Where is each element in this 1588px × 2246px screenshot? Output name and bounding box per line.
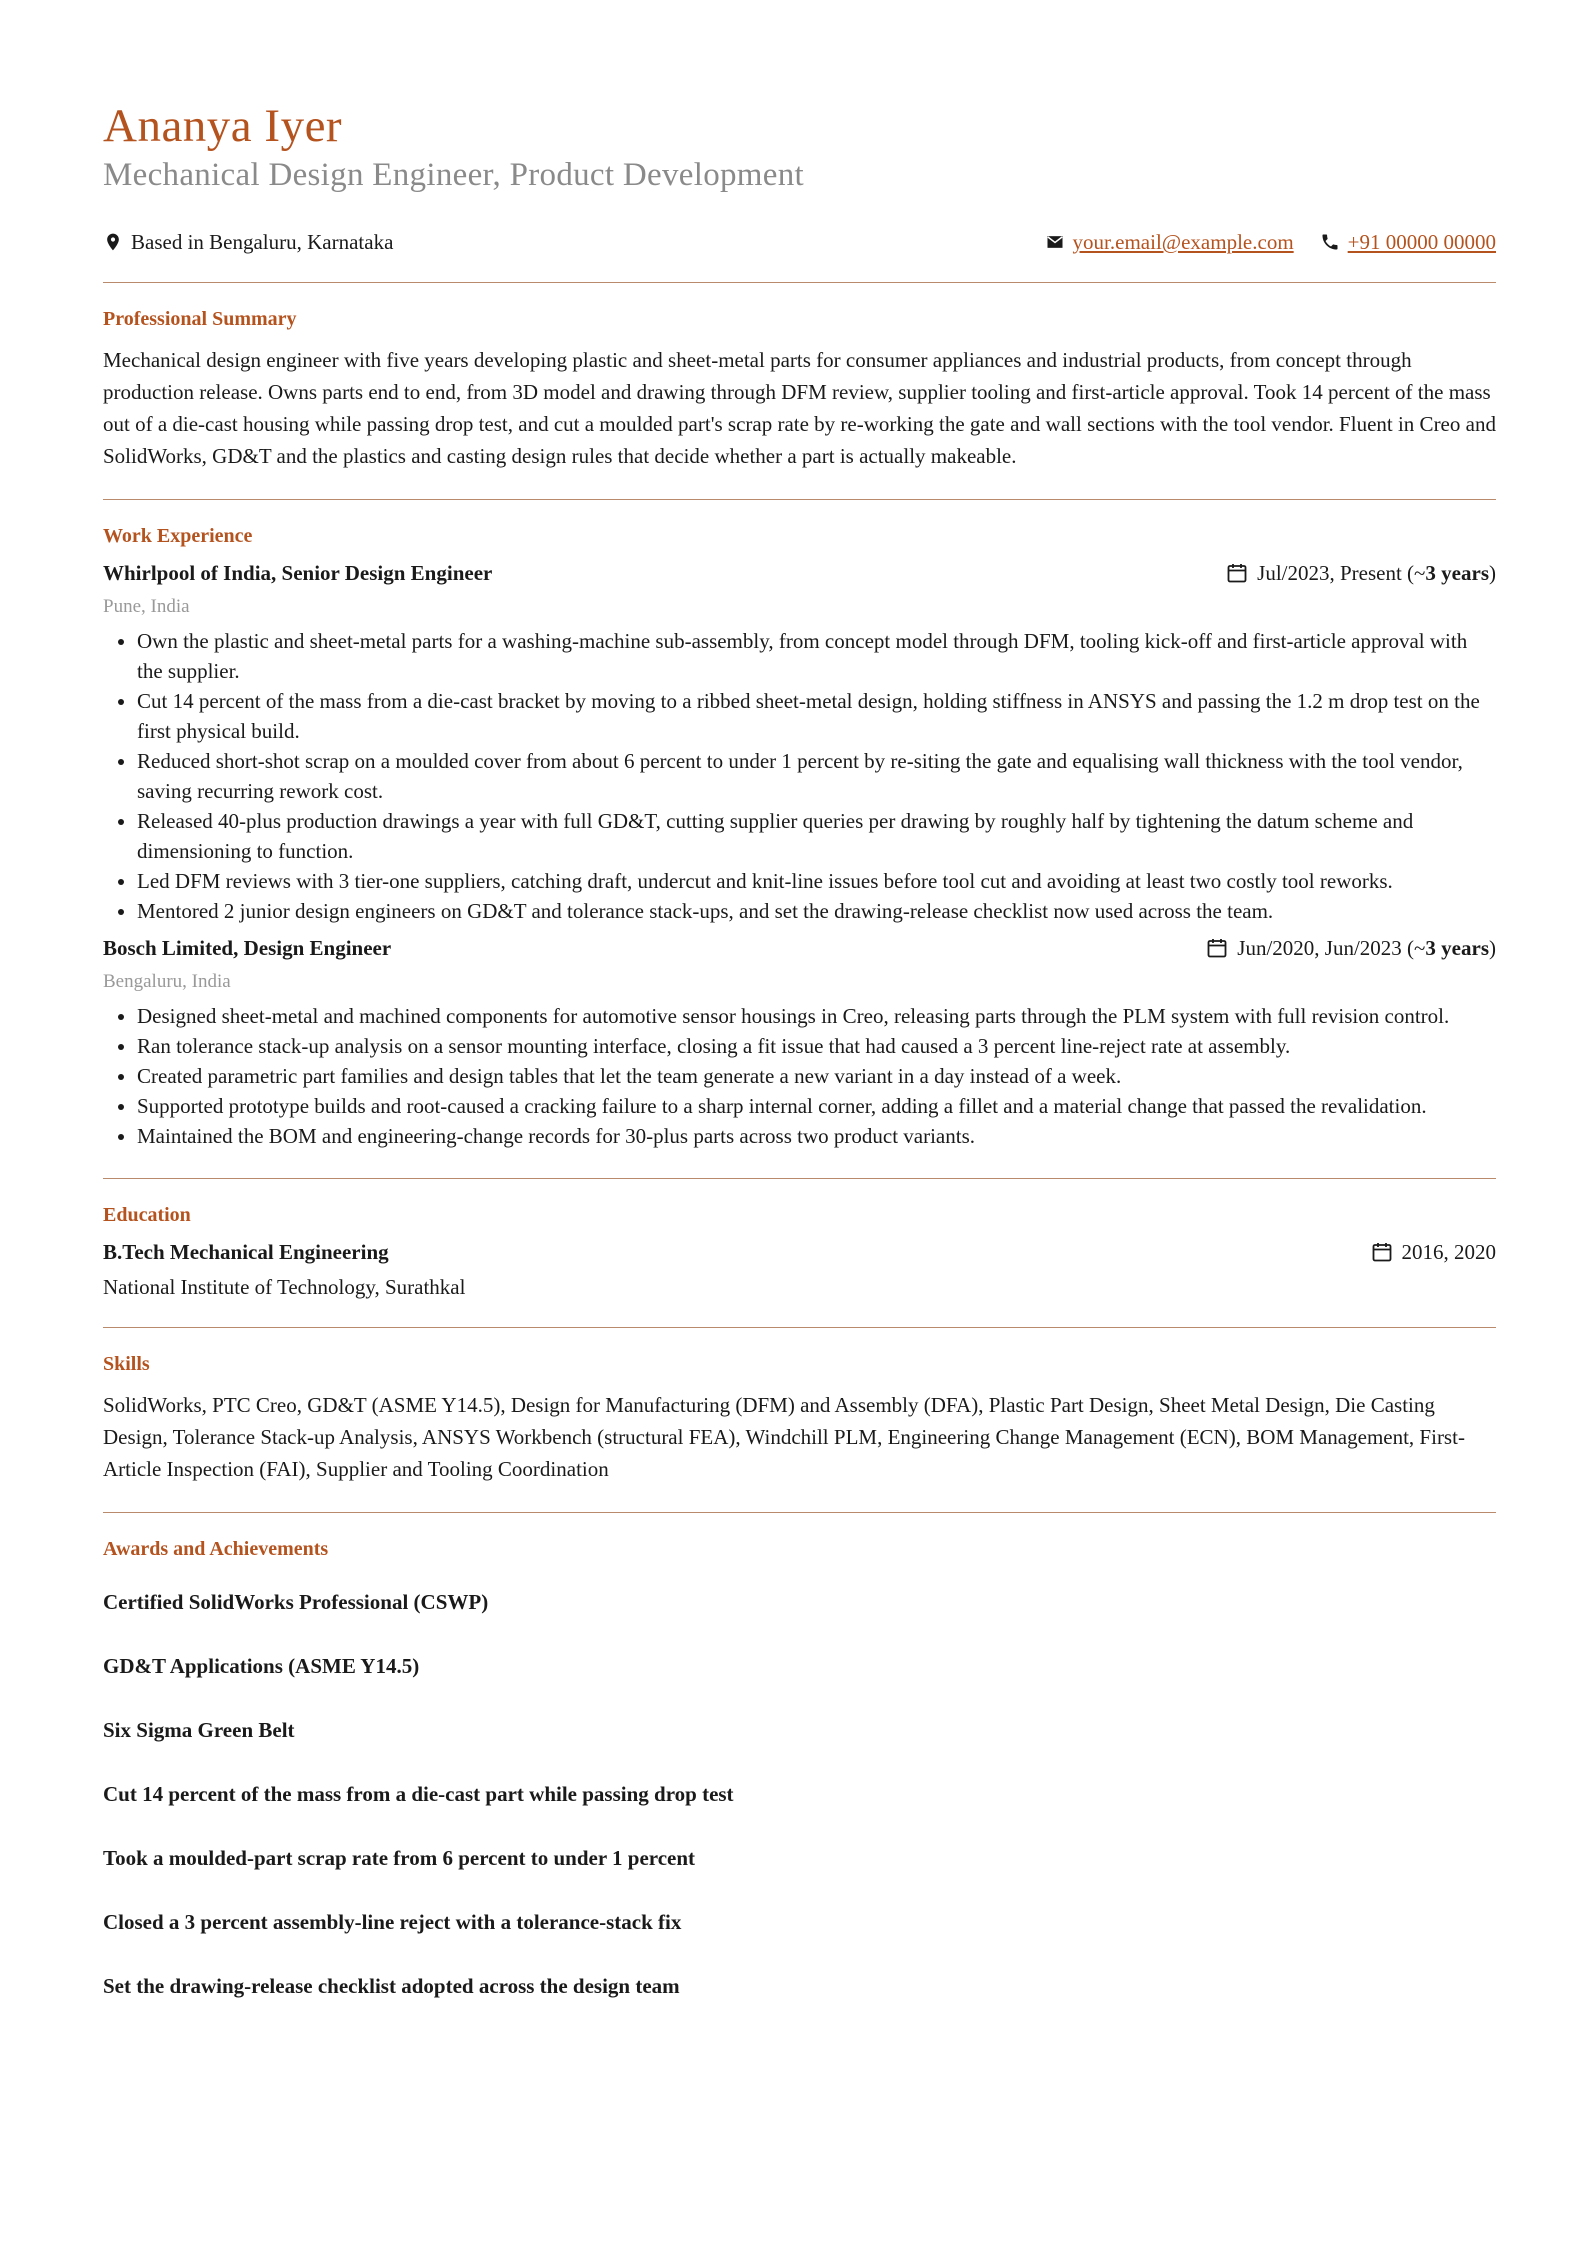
- company-name: Bosch Limited: [103, 935, 234, 960]
- job-location: Bengaluru, India: [103, 970, 231, 992]
- company-name: Whirlpool of India: [103, 560, 272, 585]
- phone-item: [1320, 230, 1496, 255]
- award-item: Took a moulded-part scrap rate from 6 percent to under 1 percent: [103, 1845, 696, 1870]
- email-link[interactable]: your.email@example.com: [1072, 229, 1294, 254]
- mail-icon: [1045, 232, 1065, 252]
- summary-section: [103, 283, 1496, 472]
- job-entry: [103, 561, 1496, 926]
- calendar-icon: [1370, 1240, 1394, 1264]
- job-bullets: [103, 1001, 1496, 1151]
- job-title: Whirlpool of India, Senior Design Engineer: [103, 560, 493, 585]
- experience-heading: Work Experience: [103, 524, 253, 547]
- contact-left: [103, 230, 393, 255]
- award-item: GD&T Applications (ASME Y14.5): [103, 1653, 420, 1678]
- awards-list: [103, 1587, 1496, 2001]
- bullet-item: • Supported prototype builds and root-caused a cracking failure to a sharp internal corner, adding a fillet and a material change that passed the revalidation.: [137, 1091, 1496, 1121]
- job-dates: [1205, 936, 1496, 961]
- job-dates: [1225, 561, 1496, 586]
- duration: 3 years: [1425, 560, 1489, 585]
- award-item: Closed a 3 percent assembly-line reject with a tolerance-stack fix: [103, 1909, 682, 1934]
- job-bullets: [103, 626, 1496, 926]
- location-text: Based in Bengaluru, Karnataka: [131, 229, 394, 254]
- candidate-headline: Mechanical Design Engineer, Product Development: [103, 157, 804, 194]
- award-item: Six Sigma Green Belt: [103, 1717, 295, 1742]
- education-dates: 2016, 2020: [1401, 1239, 1496, 1264]
- award-item: Set the drawing-release checklist adopted across the design team: [103, 1973, 680, 1998]
- awards-section: [103, 1513, 1496, 2001]
- bullet-item: • Own the plastic and sheet-metal parts for a washing-machine sub-assembly, from concept model through DFM, tooling kick-off and first-article approval with the supplier.: [137, 626, 1496, 686]
- skills-section: [103, 1328, 1496, 1485]
- location-pin-icon: [103, 232, 123, 252]
- bullet-item: • Created parametric part families and design tables that let the team generate a new variant in a day instead of a week.: [137, 1061, 1496, 1091]
- education-header: [103, 1240, 1496, 1265]
- job-location: Pune, India: [103, 595, 190, 617]
- dates-prefix: Jul/2023, Present (~: [1257, 560, 1426, 585]
- email-item: [1045, 230, 1294, 255]
- calendar-icon: [1205, 936, 1229, 960]
- summary-text: Mechanical design engineer with five years developing plastic and sheet-metal parts for consumer appliances and industrial products, from concept through production release. Owns parts end to end, from 3D model and drawing through DFM review, supplier tooling and first-article approval. Took 14 percent of the mass out of a die-cast housing while passing drop test, and cut a moulded part's scrap rate by re-working the gate and wall sections with the tool vendor. Fluent in Creo and SolidWorks, GD&T and the plastics and casting design rules that decide whether a part is actually makeable.: [103, 347, 1496, 468]
- dates-prefix: Jun/2020, Jun/2023 (~: [1237, 935, 1426, 960]
- degree-title: B.Tech Mechanical Engineering: [103, 1239, 389, 1264]
- contact-right: [1045, 230, 1496, 255]
- job-title: Bosch Limited, Design Engineer: [103, 935, 392, 960]
- bullet-item: • Mentored 2 junior design engineers on GD&T and tolerance stack-ups, and set the drawing-release checklist now used across the team.: [137, 896, 1496, 926]
- bullet-item: • Released 40-plus production drawings a year with full GD&T, cutting supplier queries per drawing by roughly half by tightening the datum scheme and dimensioning to function.: [137, 806, 1496, 866]
- bullet-item: • Maintained the BOM and engineering-change records for 30-plus parts across two product variants.: [137, 1121, 1496, 1151]
- candidate-name: Ananya Iyer: [103, 100, 343, 152]
- contact-bar: [103, 230, 1496, 255]
- dates-suffix: ): [1489, 560, 1496, 585]
- phone-link[interactable]: +91 00000 00000: [1347, 229, 1496, 254]
- bullet-item: • Led DFM reviews with 3 tier-one suppliers, catching draft, undercut and knit-line issues before tool cut and avoiding at least two costly tool reworks.: [137, 866, 1496, 896]
- location-item: [103, 230, 393, 255]
- education-section: [103, 1179, 1496, 1300]
- job-role: Senior Design Engineer: [281, 560, 493, 585]
- job-entry: [103, 936, 1496, 1151]
- education-dates-wrap: [1370, 1240, 1497, 1265]
- job-role: Design Engineer: [243, 935, 392, 960]
- job-header: [103, 936, 1496, 961]
- award-item: Cut 14 percent of the mass from a die-cast part while passing drop test: [103, 1781, 734, 1806]
- duration: 3 years: [1425, 935, 1489, 960]
- dates-suffix: ): [1489, 935, 1496, 960]
- skills-text: SolidWorks, PTC Creo, GD&T (ASME Y14.5), Design for Manufacturing (DFM) and Assembly (DFA), Plastic Part Design, Sheet Metal Design, Die Casting Design, Tolerance Stack-up Analysis, ANSYS Workbench (structural FEA), Windchill PLM, Engineering Change Management (ECN), BOM Management, First-Article Inspection (FAI), Supplier and Tooling Coordination: [103, 1392, 1465, 1481]
- calendar-icon: [1225, 561, 1249, 585]
- experience-section: [103, 500, 1496, 1151]
- phone-icon: [1320, 232, 1340, 252]
- bullet-item: • Cut 14 percent of the mass from a die-cast bracket by moving to a ribbed sheet-metal design, holding stiffness in ANSYS and passing the 1.2 m drop test on the first physical build.: [137, 686, 1496, 746]
- education-heading: Education: [103, 1203, 191, 1226]
- bullet-item: • Reduced short-shot scrap on a moulded cover from about 6 percent to under 1 percent by re-siting the gate and equalising wall thickness with the tool vendor, saving recurring rework cost.: [137, 746, 1496, 806]
- skills-heading: Skills: [103, 1352, 150, 1375]
- summary-heading: Professional Summary: [103, 307, 297, 330]
- awards-heading: Awards and Achievements: [103, 1537, 329, 1560]
- institution-name: National Institute of Technology, Surathkal: [103, 1274, 466, 1299]
- bullet-item: • Designed sheet-metal and machined components for automotive sensor housings in Creo, releasing parts through the PLM system with full revision control.: [137, 1001, 1496, 1031]
- award-item: Certified SolidWorks Professional (CSWP): [103, 1589, 489, 1614]
- job-header: [103, 561, 1496, 586]
- bullet-item: • Ran tolerance stack-up analysis on a sensor mounting interface, closing a fit issue that had caused a 3 percent line-reject rate at assembly.: [137, 1031, 1496, 1061]
